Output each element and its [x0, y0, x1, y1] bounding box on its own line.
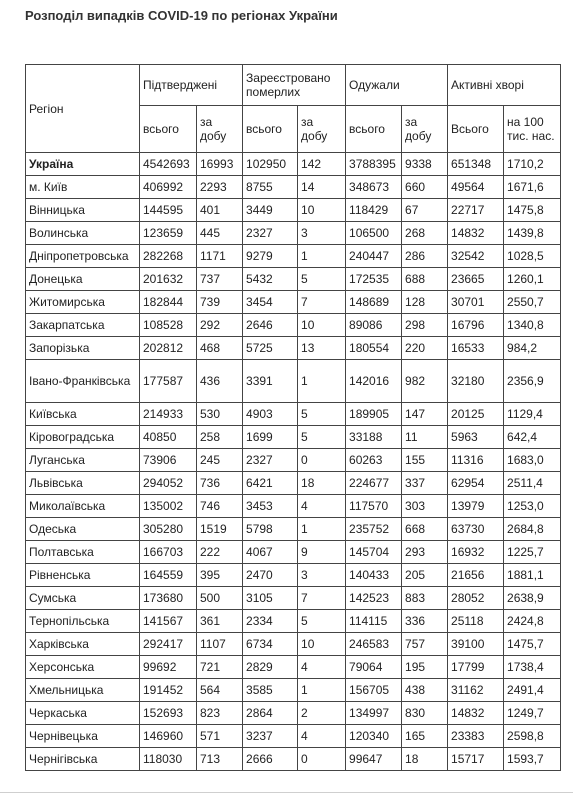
cell-active-per-100k: 1683,0: [504, 449, 561, 472]
cell-region: Волинська: [26, 222, 140, 245]
cell-deaths-per-day: 4: [298, 656, 346, 679]
cell-active-per-100k: 2684,8: [504, 518, 561, 541]
table-row: [26, 518, 561, 541]
cell-recovered-per-day: 155: [402, 449, 448, 472]
cell-region: Закарпатська: [26, 314, 140, 337]
cell-active-total: 23665: [448, 268, 504, 291]
cell-deaths-total: 3105: [243, 587, 298, 610]
cell-confirmed-per-day: 245: [197, 449, 243, 472]
cell-active-total: 32180: [448, 360, 504, 403]
cell-region: Дніпропетровська: [26, 245, 140, 268]
cell-active-per-100k: 1439,8: [504, 222, 561, 245]
cell-region: Рівненська: [26, 564, 140, 587]
cell-recovered-per-day: 336: [402, 610, 448, 633]
cell-active-total: 22717: [448, 199, 504, 222]
cell-region: Кіровоградська: [26, 426, 140, 449]
cell-deaths-per-day: 1: [298, 679, 346, 702]
table-row: [26, 245, 561, 268]
cell-recovered-per-day: 298: [402, 314, 448, 337]
cell-active-total: 49564: [448, 176, 504, 199]
cell-deaths-per-day: 0: [298, 748, 346, 771]
cell-region: Полтавська: [26, 541, 140, 564]
cell-deaths-per-day: 4: [298, 495, 346, 518]
cell-confirmed-per-day: 401: [197, 199, 243, 222]
page-title: Розподіл випадків COVID-19 по регіонах України: [25, 8, 338, 23]
cell-recovered-total: 134997: [346, 702, 402, 725]
cell-region: м. Київ: [26, 176, 140, 199]
table-row: [26, 541, 561, 564]
cell-active-per-100k: 2356,9: [504, 360, 561, 403]
table-row: [26, 176, 561, 199]
cell-deaths-total: 3449: [243, 199, 298, 222]
table-row: [26, 337, 561, 360]
cell-active-per-100k: 1475,8: [504, 199, 561, 222]
table-row: [26, 472, 561, 495]
cell-recovered-per-day: 293: [402, 541, 448, 564]
cell-recovered-total: 60263: [346, 449, 402, 472]
cell-confirmed-total: 164559: [140, 564, 197, 587]
cell-active-per-100k: 1225,7: [504, 541, 561, 564]
cell-recovered-per-day: 286: [402, 245, 448, 268]
cell-deaths-total: 102950: [243, 153, 298, 176]
cell-recovered-per-day: 688: [402, 268, 448, 291]
cell-region: Харківська: [26, 633, 140, 656]
header-deaths: Зареєстровано померлих: [243, 65, 346, 106]
cell-deaths-per-day: 7: [298, 291, 346, 314]
cell-confirmed-per-day: 1519: [197, 518, 243, 541]
cell-active-per-100k: 1475,7: [504, 633, 561, 656]
cell-confirmed-total: 294052: [140, 472, 197, 495]
cell-deaths-total: 3585: [243, 679, 298, 702]
cell-recovered-total: 114115: [346, 610, 402, 633]
cell-region: Хмельницька: [26, 679, 140, 702]
cell-confirmed-total: 118030: [140, 748, 197, 771]
cell-confirmed-per-day: 2293: [197, 176, 243, 199]
cell-recovered-per-day: 18: [402, 748, 448, 771]
cell-deaths-total: 2646: [243, 314, 298, 337]
cell-recovered-per-day: 9338: [402, 153, 448, 176]
cell-active-per-100k: 2511,4: [504, 472, 561, 495]
cell-confirmed-total: 152693: [140, 702, 197, 725]
table-row: [26, 702, 561, 725]
cell-deaths-total: 9279: [243, 245, 298, 268]
cell-region: Одеська: [26, 518, 140, 541]
table-row: [26, 564, 561, 587]
cell-confirmed-per-day: 746: [197, 495, 243, 518]
cell-recovered-per-day: 11: [402, 426, 448, 449]
cell-active-per-100k: 2491,4: [504, 679, 561, 702]
cell-recovered-total: 240447: [346, 245, 402, 268]
cell-recovered-per-day: 67: [402, 199, 448, 222]
cell-deaths-per-day: 2: [298, 702, 346, 725]
cell-recovered-per-day: 268: [402, 222, 448, 245]
cell-recovered-total: 79064: [346, 656, 402, 679]
table-row: [26, 679, 561, 702]
cell-recovered-total: 117570: [346, 495, 402, 518]
cell-deaths-total: 3454: [243, 291, 298, 314]
cell-confirmed-total: 182844: [140, 291, 197, 314]
cell-confirmed-per-day: 823: [197, 702, 243, 725]
cell-deaths-per-day: 0: [298, 449, 346, 472]
header-region: Регіон: [26, 65, 140, 153]
cell-recovered-total: 348673: [346, 176, 402, 199]
cell-recovered-total: 140433: [346, 564, 402, 587]
cell-deaths-total: 5432: [243, 268, 298, 291]
cell-active-total: 11316: [448, 449, 504, 472]
cell-region: Чернігівська: [26, 748, 140, 771]
cell-confirmed-total: 99692: [140, 656, 197, 679]
cell-region: Черкаська: [26, 702, 140, 725]
table-row: [26, 222, 561, 245]
cell-deaths-total: 8755: [243, 176, 298, 199]
cell-recovered-total: 235752: [346, 518, 402, 541]
cell-active-total: 21656: [448, 564, 504, 587]
table-row-total: [26, 153, 561, 176]
cell-region: Київська: [26, 403, 140, 426]
cell-confirmed-total: 214933: [140, 403, 197, 426]
table-row: [26, 360, 561, 403]
cell-active-per-100k: 1881,1: [504, 564, 561, 587]
table-row: [26, 725, 561, 748]
cell-active-total: 17799: [448, 656, 504, 679]
cell-active-total: 25118: [448, 610, 504, 633]
cell-deaths-per-day: 14: [298, 176, 346, 199]
bottom-divider: [0, 792, 573, 793]
cell-active-total: 30701: [448, 291, 504, 314]
cell-recovered-per-day: 757: [402, 633, 448, 656]
cell-region: Вінницька: [26, 199, 140, 222]
cell-confirmed-per-day: 737: [197, 268, 243, 291]
cell-confirmed-per-day: 292: [197, 314, 243, 337]
cell-recovered-total: 89086: [346, 314, 402, 337]
cell-deaths-total: 6734: [243, 633, 298, 656]
cell-deaths-per-day: 5: [298, 268, 346, 291]
cell-recovered-total: 156705: [346, 679, 402, 702]
cell-region: Житомирська: [26, 291, 140, 314]
cell-deaths-total: 3237: [243, 725, 298, 748]
cell-confirmed-per-day: 564: [197, 679, 243, 702]
cell-region: Херсонська: [26, 656, 140, 679]
table-row: [26, 610, 561, 633]
cell-recovered-per-day: 220: [402, 337, 448, 360]
cell-deaths-total: 4903: [243, 403, 298, 426]
cell-deaths-total: 1699: [243, 426, 298, 449]
cell-recovered-per-day: 205: [402, 564, 448, 587]
header-deaths-per-day: за добу: [298, 106, 346, 153]
cell-recovered-per-day: 337: [402, 472, 448, 495]
cell-active-per-100k: 1671,6: [504, 176, 561, 199]
cell-recovered-per-day: 438: [402, 679, 448, 702]
cell-recovered-total: 106500: [346, 222, 402, 245]
table-row: [26, 426, 561, 449]
cell-recovered-per-day: 883: [402, 587, 448, 610]
header-row-groups: [26, 65, 561, 106]
header-active: Активні хворі: [448, 65, 561, 106]
cell-confirmed-per-day: 436: [197, 360, 243, 403]
cell-active-per-100k: 1129,4: [504, 403, 561, 426]
cell-region: Луганська: [26, 449, 140, 472]
cell-recovered-total: 145704: [346, 541, 402, 564]
cell-active-total: 16533: [448, 337, 504, 360]
cell-deaths-total: 2666: [243, 748, 298, 771]
cell-confirmed-per-day: 530: [197, 403, 243, 426]
header-confirmed-per-day: за добу: [197, 106, 243, 153]
cell-confirmed-total: 40850: [140, 426, 197, 449]
cell-active-per-100k: 1249,7: [504, 702, 561, 725]
cell-active-total: 16796: [448, 314, 504, 337]
cell-confirmed-total: 282268: [140, 245, 197, 268]
cell-active-total: 14832: [448, 222, 504, 245]
table-row: [26, 403, 561, 426]
cell-deaths-per-day: 1: [298, 245, 346, 268]
cell-deaths-total: 3391: [243, 360, 298, 403]
cell-confirmed-per-day: 1107: [197, 633, 243, 656]
cell-confirmed-total: 406992: [140, 176, 197, 199]
cell-active-total: 15717: [448, 748, 504, 771]
cell-confirmed-total: 292417: [140, 633, 197, 656]
table-row: [26, 656, 561, 679]
cell-recovered-total: 142523: [346, 587, 402, 610]
cell-region: Івано-Франківська: [26, 360, 140, 403]
cell-confirmed-per-day: 445: [197, 222, 243, 245]
cell-deaths-total: 2327: [243, 449, 298, 472]
cell-region: Донецька: [26, 268, 140, 291]
cell-deaths-total: 2327: [243, 222, 298, 245]
cell-recovered-total: 246583: [346, 633, 402, 656]
cell-deaths-per-day: 5: [298, 610, 346, 633]
cell-confirmed-total: 4542693: [140, 153, 197, 176]
cell-recovered-total: 172535: [346, 268, 402, 291]
cell-active-per-100k: 2550,7: [504, 291, 561, 314]
cell-deaths-per-day: 1: [298, 518, 346, 541]
cell-deaths-per-day: 1: [298, 360, 346, 403]
cell-active-total: 16932: [448, 541, 504, 564]
cell-deaths-total: 3453: [243, 495, 298, 518]
cell-deaths-per-day: 10: [298, 633, 346, 656]
cell-region: Сумська: [26, 587, 140, 610]
cell-active-total: 5963: [448, 426, 504, 449]
header-active-per-100k: на 100 тис. нас.: [504, 106, 561, 153]
cell-deaths-per-day: 5: [298, 403, 346, 426]
table-row: [26, 633, 561, 656]
cell-deaths-per-day: 9: [298, 541, 346, 564]
cell-active-total: 39100: [448, 633, 504, 656]
table-row: [26, 449, 561, 472]
cell-confirmed-per-day: 713: [197, 748, 243, 771]
cell-active-per-100k: 642,4: [504, 426, 561, 449]
cell-recovered-total: 99647: [346, 748, 402, 771]
cell-region: Запорізька: [26, 337, 140, 360]
table-row: [26, 291, 561, 314]
cell-active-per-100k: 984,2: [504, 337, 561, 360]
cell-confirmed-per-day: 468: [197, 337, 243, 360]
cell-deaths-total: 4067: [243, 541, 298, 564]
cell-recovered-per-day: 668: [402, 518, 448, 541]
cell-deaths-total: 5798: [243, 518, 298, 541]
cell-confirmed-per-day: 258: [197, 426, 243, 449]
header-confirmed-total: всього: [140, 106, 197, 153]
cell-confirmed-total: 191452: [140, 679, 197, 702]
cell-deaths-total: 2864: [243, 702, 298, 725]
table-row: [26, 495, 561, 518]
cell-deaths-per-day: 142: [298, 153, 346, 176]
cell-recovered-per-day: 830: [402, 702, 448, 725]
cell-confirmed-total: 141567: [140, 610, 197, 633]
cell-deaths-per-day: 3: [298, 222, 346, 245]
cell-recovered-per-day: 303: [402, 495, 448, 518]
cell-deaths-total: 2829: [243, 656, 298, 679]
cell-confirmed-per-day: 395: [197, 564, 243, 587]
table-row: [26, 314, 561, 337]
cell-confirmed-per-day: 361: [197, 610, 243, 633]
cell-region: Тернопільська: [26, 610, 140, 633]
header-confirmed: Підтверджені: [140, 65, 243, 106]
cell-active-total: 23383: [448, 725, 504, 748]
cell-deaths-total: 2334: [243, 610, 298, 633]
cell-active-per-100k: 2638,9: [504, 587, 561, 610]
cell-active-per-100k: 1260,1: [504, 268, 561, 291]
cell-active-per-100k: 1340,8: [504, 314, 561, 337]
cell-active-total: 62954: [448, 472, 504, 495]
cell-region: Львівська: [26, 472, 140, 495]
header-deaths-total: всього: [243, 106, 298, 153]
cell-active-per-100k: 1593,7: [504, 748, 561, 771]
cell-active-total: 63730: [448, 518, 504, 541]
cell-active-total: 20125: [448, 403, 504, 426]
table-row: [26, 748, 561, 771]
cell-recovered-per-day: 660: [402, 176, 448, 199]
cell-recovered-per-day: 147: [402, 403, 448, 426]
cell-active-total: 31162: [448, 679, 504, 702]
header-recovered: Одужали: [346, 65, 448, 106]
cell-confirmed-per-day: 500: [197, 587, 243, 610]
cell-recovered-total: 120340: [346, 725, 402, 748]
cell-confirmed-per-day: 736: [197, 472, 243, 495]
cell-recovered-total: 189905: [346, 403, 402, 426]
cell-recovered-per-day: 165: [402, 725, 448, 748]
table-row: [26, 199, 561, 222]
cell-confirmed-total: 166703: [140, 541, 197, 564]
cell-recovered-per-day: 982: [402, 360, 448, 403]
cell-confirmed-per-day: 16993: [197, 153, 243, 176]
cell-recovered-total: 180554: [346, 337, 402, 360]
cell-recovered-total: 33188: [346, 426, 402, 449]
table-row: [26, 268, 561, 291]
cell-recovered-total: 148689: [346, 291, 402, 314]
cell-deaths-total: 5725: [243, 337, 298, 360]
cell-active-per-100k: 2598,8: [504, 725, 561, 748]
header-recovered-per-day: за добу: [402, 106, 448, 153]
cell-recovered-total: 3788395: [346, 153, 402, 176]
cell-deaths-per-day: 18: [298, 472, 346, 495]
cell-region: Чернівецька: [26, 725, 140, 748]
header-recovered-total: всього: [346, 106, 402, 153]
cell-deaths-per-day: 3: [298, 564, 346, 587]
cell-active-total: 32542: [448, 245, 504, 268]
cell-confirmed-total: 177587: [140, 360, 197, 403]
cell-recovered-total: 118429: [346, 199, 402, 222]
cell-active-total: 14832: [448, 702, 504, 725]
cell-deaths-per-day: 7: [298, 587, 346, 610]
cell-deaths-total: 6421: [243, 472, 298, 495]
cell-confirmed-total: 305280: [140, 518, 197, 541]
cell-region: Миколаївська: [26, 495, 140, 518]
cell-recovered-per-day: 195: [402, 656, 448, 679]
cell-active-total: 13979: [448, 495, 504, 518]
cell-confirmed-per-day: 222: [197, 541, 243, 564]
cell-active-per-100k: 2424,8: [504, 610, 561, 633]
cell-active-per-100k: 1028,5: [504, 245, 561, 268]
cell-confirmed-per-day: 571: [197, 725, 243, 748]
cell-active-total: 651348: [448, 153, 504, 176]
cell-confirmed-total: 144595: [140, 199, 197, 222]
cell-deaths-per-day: 4: [298, 725, 346, 748]
cell-region: Україна: [26, 153, 140, 176]
cell-recovered-total: 224677: [346, 472, 402, 495]
cell-confirmed-total: 146960: [140, 725, 197, 748]
cell-confirmed-total: 135002: [140, 495, 197, 518]
cell-confirmed-total: 108528: [140, 314, 197, 337]
cell-deaths-per-day: 5: [298, 426, 346, 449]
cell-active-total: 28052: [448, 587, 504, 610]
table-row: [26, 587, 561, 610]
cell-confirmed-total: 201632: [140, 268, 197, 291]
cell-recovered-total: 142016: [346, 360, 402, 403]
cell-confirmed-per-day: 721: [197, 656, 243, 679]
header-active-total: Всього: [448, 106, 504, 153]
cell-confirmed-total: 202812: [140, 337, 197, 360]
cell-confirmed-total: 123659: [140, 222, 197, 245]
cell-recovered-per-day: 128: [402, 291, 448, 314]
cell-deaths-per-day: 10: [298, 199, 346, 222]
cell-deaths-total: 2470: [243, 564, 298, 587]
cell-confirmed-per-day: 1171: [197, 245, 243, 268]
cell-deaths-per-day: 13: [298, 337, 346, 360]
cell-confirmed-total: 173680: [140, 587, 197, 610]
cell-deaths-per-day: 10: [298, 314, 346, 337]
cell-active-per-100k: 1253,0: [504, 495, 561, 518]
covid-regions-table: [25, 64, 561, 771]
cell-confirmed-per-day: 739: [197, 291, 243, 314]
cell-confirmed-total: 73906: [140, 449, 197, 472]
cell-active-per-100k: 1710,2: [504, 153, 561, 176]
cell-active-per-100k: 1738,4: [504, 656, 561, 679]
